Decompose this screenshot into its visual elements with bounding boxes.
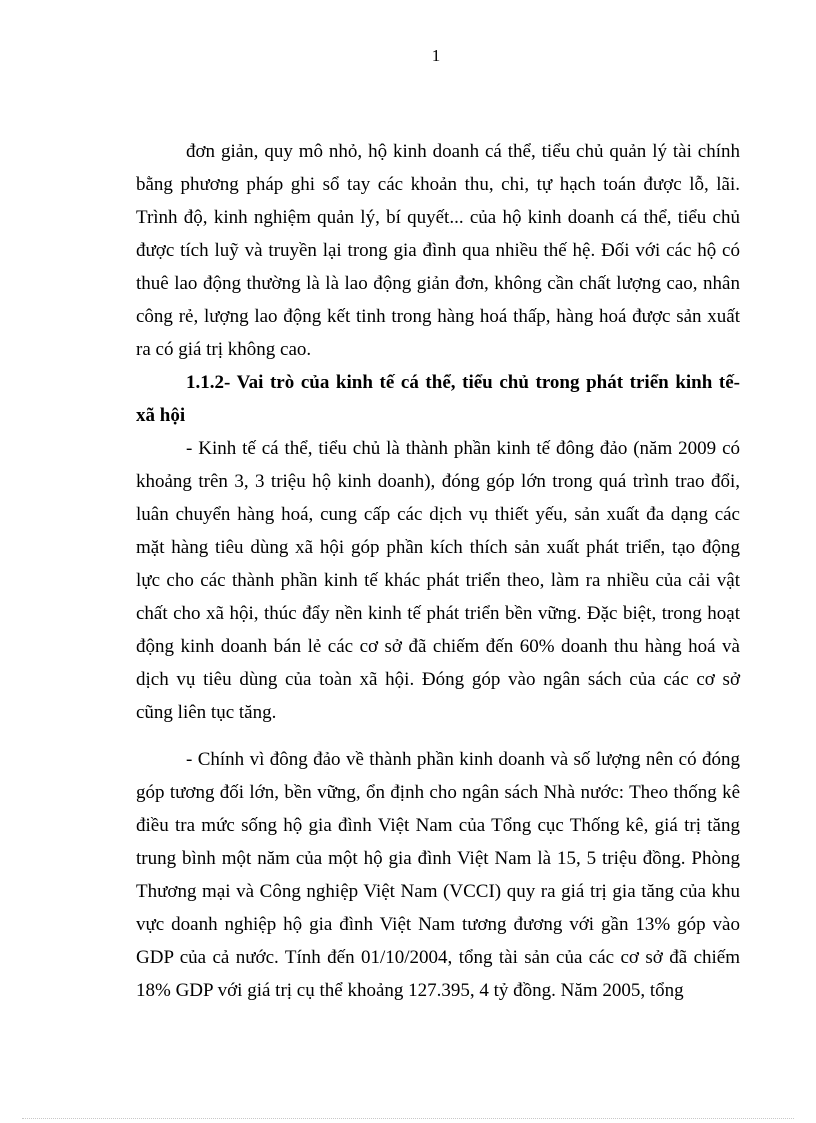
text-line: vực doanh nghiệp hộ gia đình Việt Nam tương đương với gần 13% góp vào xyxy=(136,914,740,935)
text-line: - Chính vì đông đảo về thành phần kinh doanh và số lượng nên có đóng xyxy=(186,749,740,770)
text-line: 18% GDP với giá trị cụ thể khoảng 127.395, 4 tỷ đồng. Năm 2005, tổng xyxy=(136,980,684,1001)
text-line: GDP của cả nước. Tính đến 01/10/2004, tổng tài sản của các cơ sở đã chiếm xyxy=(136,947,740,968)
heading-line: xã hội xyxy=(136,405,186,426)
text-line: điều tra mức sống hộ gia đình Việt Nam của Tổng cục Thống kê, giá trị tăng xyxy=(136,815,740,836)
text-line: Thương mại và Công nghiệp Việt Nam (VCCI) quy ra giá trị gia tăng của khu xyxy=(136,881,740,902)
text-line: được tích luỹ và truyền lại trong gia đình qua nhiều thế hệ. Đối với các hộ có xyxy=(136,240,740,261)
text-line: công rẻ, lượng lao động kết tinh trong hàng hoá thấp, hàng hoá được sản xuất xyxy=(136,306,740,327)
text-line: mặt hàng tiêu dùng xã hội góp phần kích thích sản xuất phát triển, tạo động xyxy=(136,537,740,558)
page-number: 1 xyxy=(431,46,441,65)
heading-line: 1.1.2- Vai trò của kinh tế cá thể, tiểu chủ trong phát triển kinh tế- xyxy=(186,372,740,393)
text-line: dịch vụ tiêu dùng của toàn xã hội. Đóng góp vào ngân sách của các cơ sở xyxy=(136,669,740,690)
text-line: bằng phương pháp ghi sổ tay các khoản thu, chi, tự hạch toán được lỗ, lãi. xyxy=(136,174,740,195)
paragraph-role xyxy=(136,432,740,729)
text-line: trung bình một năm của một hộ gia đình Việt Nam là 15, 5 triệu đồng. Phòng xyxy=(136,848,740,869)
text-line: - Kinh tế cá thể, tiểu chủ là thành phần kinh tế đông đảo (năm 2009 có xyxy=(186,438,740,459)
text-line: khoảng trên 3, 3 triệu hộ kinh doanh), đóng góp lớn trong quá trình trao đổi, xyxy=(136,471,740,492)
paragraph-budget xyxy=(136,743,740,1007)
page-bottom-divider xyxy=(22,1118,794,1119)
text-line: góp tương đối lớn, bền vững, ổn định cho ngân sách Nhà nước: Theo thống kê xyxy=(136,782,740,803)
section-heading xyxy=(136,366,740,432)
text-line: động kinh doanh bán lẻ các cơ sở đã chiếm đến 60% doanh thu hàng hoá và xyxy=(136,636,740,657)
text-line: đơn giản, quy mô nhỏ, hộ kinh doanh cá thể, tiểu chủ quản lý tài chính xyxy=(186,141,740,162)
text-line: luân chuyển hàng hoá, cung cấp các dịch vụ thiết yếu, sản xuất đa dạng các xyxy=(136,504,740,525)
paragraph-intro xyxy=(136,135,740,366)
document-body xyxy=(136,135,740,1007)
text-line: ra có giá trị không cao. xyxy=(136,339,312,360)
text-line: chất cho xã hội, thúc đẩy nền kinh tế phát triển bền vững. Đặc biệt, trong hoạt xyxy=(136,603,740,624)
text-line: Trình độ, kinh nghiệm quản lý, bí quyết... của hộ kinh doanh cá thể, tiểu chủ xyxy=(136,207,740,228)
text-line: lực cho các thành phần kinh tế khác phát triển theo, làm ra nhiều của cải vật xyxy=(136,570,740,591)
text-line: thuê lao động thường là là lao động giản đơn, không cần chất lượng cao, nhân xyxy=(136,273,740,294)
text-line: cũng liên tục tăng. xyxy=(136,702,277,723)
